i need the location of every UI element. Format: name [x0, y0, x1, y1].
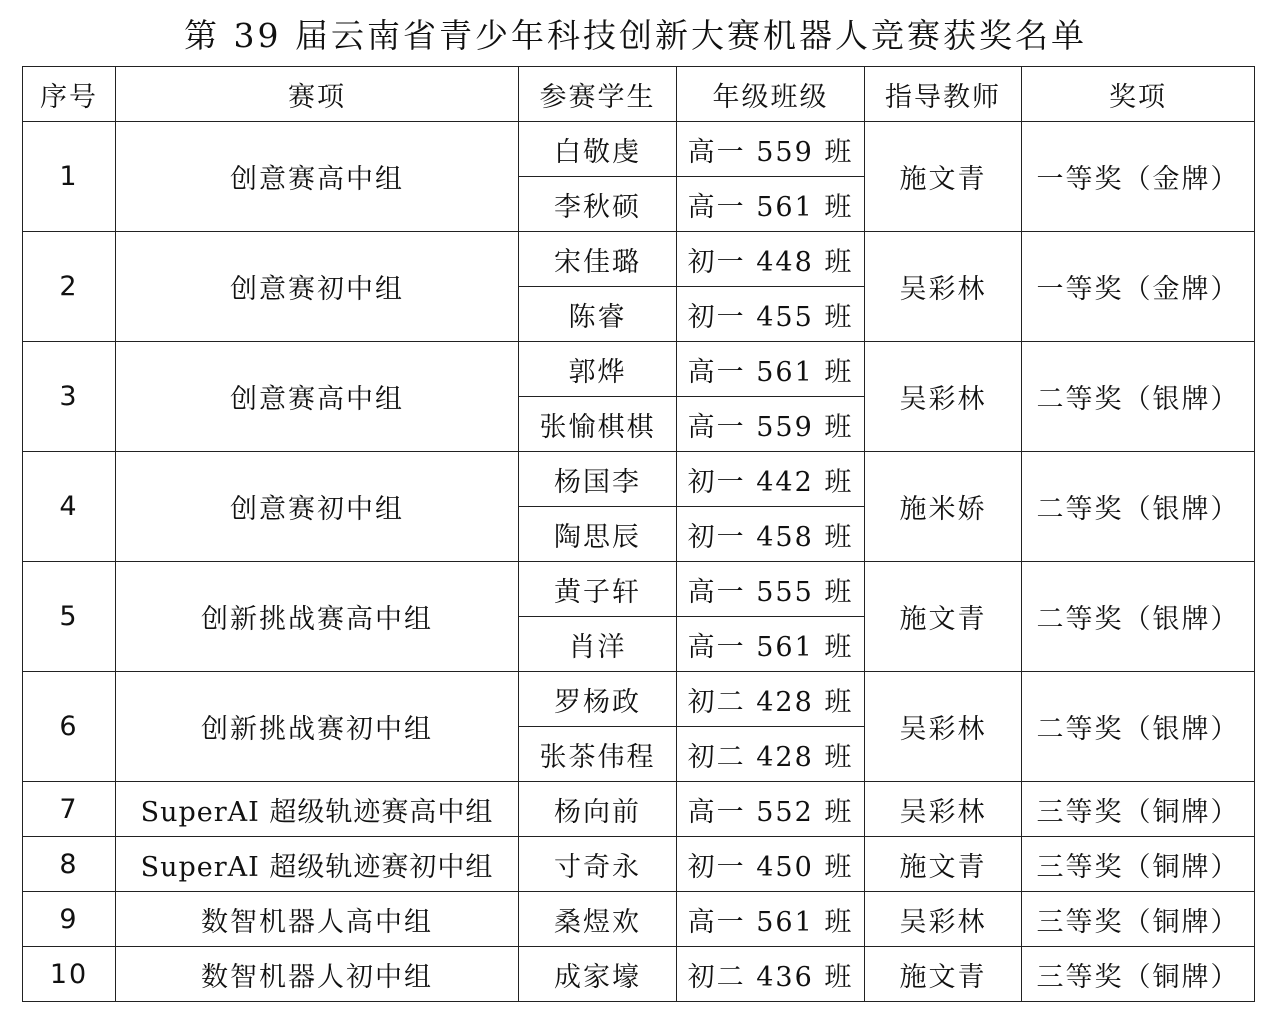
row-award: 二等奖（银牌）: [1022, 342, 1255, 452]
row-teacher: 施米娇: [865, 452, 1022, 562]
row-award: 三等奖（铜牌）: [1022, 837, 1255, 892]
row-teacher: 吴彩林: [865, 342, 1022, 452]
row-class: 初一 450 班: [677, 837, 865, 892]
row-student: 郭烨: [519, 342, 677, 397]
header-seq: 序号: [23, 67, 116, 122]
row-event: SuperAI 超级轨迹赛初中组: [116, 837, 519, 892]
row-event: 数智机器人高中组: [116, 892, 519, 947]
table-row: [23, 122, 1255, 177]
row-student: 陈睿: [519, 287, 677, 342]
row-seq: 8: [23, 837, 116, 892]
award-table: [22, 66, 1255, 1002]
row-seq: 6: [23, 672, 116, 782]
table-row: [23, 782, 1255, 837]
row-class: 高一 561 班: [677, 177, 865, 232]
row-student: 杨向前: [519, 782, 677, 837]
row-teacher: 吴彩林: [865, 782, 1022, 837]
row-teacher: 施文青: [865, 837, 1022, 892]
row-student: 成家壕: [519, 947, 677, 1002]
row-award: 一等奖（金牌）: [1022, 232, 1255, 342]
row-event: 创新挑战赛初中组: [116, 672, 519, 782]
row-student: 罗杨政: [519, 672, 677, 727]
row-teacher: 施文青: [865, 122, 1022, 232]
document-title: 第 39 届云南省青少年科技创新大赛机器人竞赛获奖名单: [184, 16, 1087, 55]
row-class: 高一 559 班: [677, 397, 865, 452]
row-seq: 1: [23, 122, 116, 232]
table-row: [23, 947, 1255, 1002]
row-student: 白敬虔: [519, 122, 677, 177]
row-student: 桑煜欢: [519, 892, 677, 947]
row-event: 创意赛初中组: [116, 232, 519, 342]
row-teacher: 吴彩林: [865, 672, 1022, 782]
row-class: 高一 561 班: [677, 617, 865, 672]
row-student: 宋佳璐: [519, 232, 677, 287]
table-row: [23, 232, 1255, 287]
row-student: 寸奇永: [519, 837, 677, 892]
row-student: 张愉棋棋: [519, 397, 677, 452]
row-award: 二等奖（银牌）: [1022, 562, 1255, 672]
header-event: 赛项: [116, 67, 519, 122]
row-event: SuperAI 超级轨迹赛高中组: [116, 782, 519, 837]
row-class: 初一 442 班: [677, 452, 865, 507]
header-students: 参赛学生: [519, 67, 677, 122]
row-class: 初二 436 班: [677, 947, 865, 1002]
row-award: 三等奖（铜牌）: [1022, 892, 1255, 947]
table-header-row: [23, 67, 1255, 122]
row-award: 三等奖（铜牌）: [1022, 947, 1255, 1002]
row-teacher: 吴彩林: [865, 232, 1022, 342]
row-event: 创意赛初中组: [116, 452, 519, 562]
row-class: 初二 428 班: [677, 672, 865, 727]
row-class: 高一 555 班: [677, 562, 865, 617]
row-teacher: 施文青: [865, 562, 1022, 672]
table-row: [23, 342, 1255, 397]
table-row: [23, 672, 1255, 727]
table-row: [23, 452, 1255, 507]
row-student: 陶思辰: [519, 507, 677, 562]
row-class: 初一 448 班: [677, 232, 865, 287]
row-student: 肖洋: [519, 617, 677, 672]
row-student: 李秋硕: [519, 177, 677, 232]
row-student: 黄子轩: [519, 562, 677, 617]
row-seq: 3: [23, 342, 116, 452]
row-event: 数智机器人初中组: [116, 947, 519, 1002]
row-award: 一等奖（金牌）: [1022, 122, 1255, 232]
header-class: 年级班级: [677, 67, 865, 122]
row-class: 高一 552 班: [677, 782, 865, 837]
row-seq: 7: [23, 782, 116, 837]
row-class: 初二 428 班: [677, 727, 865, 782]
row-seq: 5: [23, 562, 116, 672]
row-award: 二等奖（银牌）: [1022, 452, 1255, 562]
table-row: [23, 892, 1255, 947]
row-event: 创意赛高中组: [116, 122, 519, 232]
row-class: 初一 458 班: [677, 507, 865, 562]
table-row: [23, 562, 1255, 617]
header-teacher: 指导教师: [865, 67, 1022, 122]
row-class: 高一 561 班: [677, 892, 865, 947]
row-seq: 9: [23, 892, 116, 947]
row-teacher: 吴彩林: [865, 892, 1022, 947]
row-award: 二等奖（银牌）: [1022, 672, 1255, 782]
row-teacher: 施文青: [865, 947, 1022, 1002]
row-student: 张茶伟程: [519, 727, 677, 782]
header-award: 奖项: [1022, 67, 1255, 122]
row-seq: 4: [23, 452, 116, 562]
row-student: 杨国李: [519, 452, 677, 507]
row-event: 创意赛高中组: [116, 342, 519, 452]
row-award: 三等奖（铜牌）: [1022, 782, 1255, 837]
table-row: [23, 837, 1255, 892]
row-class: 高一 561 班: [677, 342, 865, 397]
row-seq: 2: [23, 232, 116, 342]
row-seq: 10: [23, 947, 116, 1002]
row-class: 初一 455 班: [677, 287, 865, 342]
row-event: 创新挑战赛高中组: [116, 562, 519, 672]
row-class: 高一 559 班: [677, 122, 865, 177]
